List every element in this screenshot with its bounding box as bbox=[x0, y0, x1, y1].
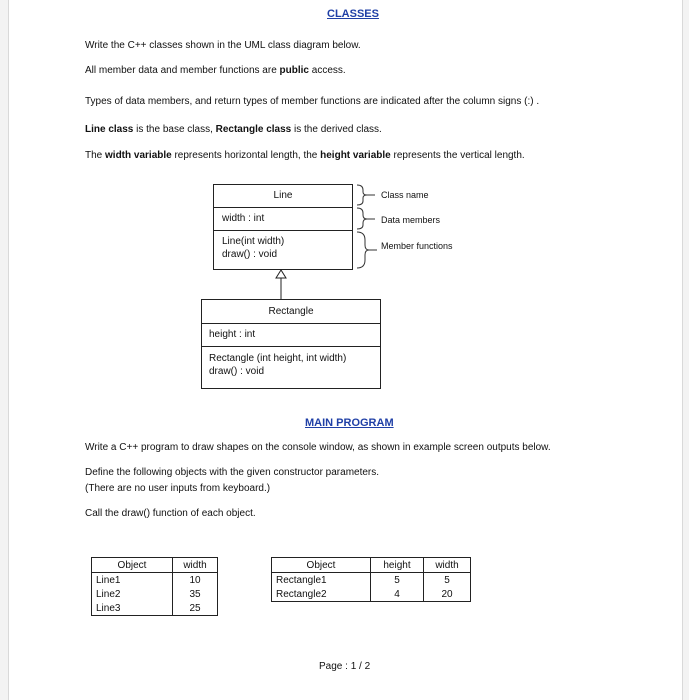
rects-cell-width: 5 bbox=[424, 573, 471, 588]
label-data-members: Data members bbox=[381, 215, 441, 225]
uml-rectangle-func-2: draw() : void bbox=[209, 366, 265, 377]
rectangles-table bbox=[271, 557, 471, 602]
main-paragraph-3: (There are no user inputs from keyboard.) bbox=[85, 483, 271, 494]
rects-cell-width: 20 bbox=[424, 587, 471, 602]
uml-rectangle-name-compartment bbox=[202, 300, 380, 324]
rects-header-object: Object bbox=[272, 558, 371, 573]
lines-cell-width: 35 bbox=[173, 587, 218, 601]
intro-paragraph-5: The width variable represents horizontal length, the height variable represents the vertical length. bbox=[85, 150, 525, 161]
uml-rectangle-member: height : int bbox=[209, 329, 256, 340]
member-functions-brace-icon bbox=[357, 232, 369, 268]
table-row bbox=[272, 573, 471, 588]
inheritance-arrow bbox=[271, 268, 291, 300]
data-members-brace-icon bbox=[357, 208, 367, 229]
uml-line-functions-compartment bbox=[214, 231, 352, 269]
lines-cell-width: 10 bbox=[173, 573, 218, 588]
rects-cell-object: Rectangle1 bbox=[272, 573, 371, 588]
main-paragraph-1: Write a C++ program to draw shapes on the console window, as shown in example screen outputs below. bbox=[85, 442, 551, 453]
uml-rectangle-members-compartment bbox=[202, 324, 380, 347]
lines-cell-object: Line2 bbox=[92, 587, 173, 601]
rectangles-table-header bbox=[272, 558, 471, 573]
document-page bbox=[8, 0, 683, 700]
uml-rectangle-functions-compartment bbox=[202, 347, 380, 388]
uml-line-name-compartment bbox=[214, 185, 352, 208]
rects-header-width: width bbox=[424, 558, 471, 573]
classes-heading: CLASSES bbox=[327, 8, 379, 20]
label-class-name: Class name bbox=[381, 190, 429, 200]
lines-table-header bbox=[92, 558, 218, 573]
lines-table bbox=[91, 557, 218, 616]
uml-line-func-1: Line(int width) bbox=[222, 236, 285, 247]
table-row bbox=[92, 587, 218, 601]
class-name-brace-icon bbox=[357, 185, 367, 205]
rects-header-height: height bbox=[371, 558, 424, 573]
uml-line-name: Line bbox=[273, 190, 293, 201]
uml-rectangle-class bbox=[201, 299, 381, 389]
rects-cell-object: Rectangle2 bbox=[272, 587, 371, 602]
lines-header-width: width bbox=[173, 558, 218, 573]
label-member-functions: Member functions bbox=[381, 241, 453, 251]
main-paragraph-4: Call the draw() function of each object. bbox=[85, 508, 256, 519]
uml-line-members-compartment bbox=[214, 208, 352, 231]
intro-paragraph-3: Types of data members, and return types of member functions are indicated after the column signs (:) . bbox=[85, 96, 540, 107]
lines-header-object: Object bbox=[92, 558, 173, 573]
table-row bbox=[92, 573, 218, 588]
main-program-heading: MAIN PROGRAM bbox=[305, 417, 394, 429]
intro-paragraph-4: Line class is the base class, Rectangle class is the derived class. bbox=[85, 124, 382, 135]
lines-cell-width: 25 bbox=[173, 601, 218, 616]
page-number: Page : 1 / 2 bbox=[319, 661, 371, 672]
main-paragraph-2: Define the following objects with the given constructor parameters. bbox=[85, 467, 380, 478]
table-row bbox=[272, 587, 471, 602]
lines-cell-object: Line3 bbox=[92, 601, 173, 616]
intro-paragraph-2: All member data and member functions are public access. bbox=[85, 65, 346, 76]
rects-cell-height: 5 bbox=[371, 573, 424, 588]
inheritance-triangle-icon bbox=[276, 270, 286, 278]
lines-cell-object: Line1 bbox=[92, 573, 173, 588]
rects-cell-height: 4 bbox=[371, 587, 424, 602]
intro-paragraph-1: Write the C++ classes shown in the UML class diagram below. bbox=[85, 40, 361, 51]
uml-rectangle-func-1: Rectangle (int height, int width) bbox=[209, 353, 347, 364]
uml-rectangle-name: Rectangle bbox=[268, 306, 314, 317]
uml-line-member: width : int bbox=[222, 213, 265, 224]
uml-line-class bbox=[213, 184, 353, 270]
uml-line-func-2: draw() : void bbox=[222, 249, 278, 260]
table-row bbox=[92, 601, 218, 616]
